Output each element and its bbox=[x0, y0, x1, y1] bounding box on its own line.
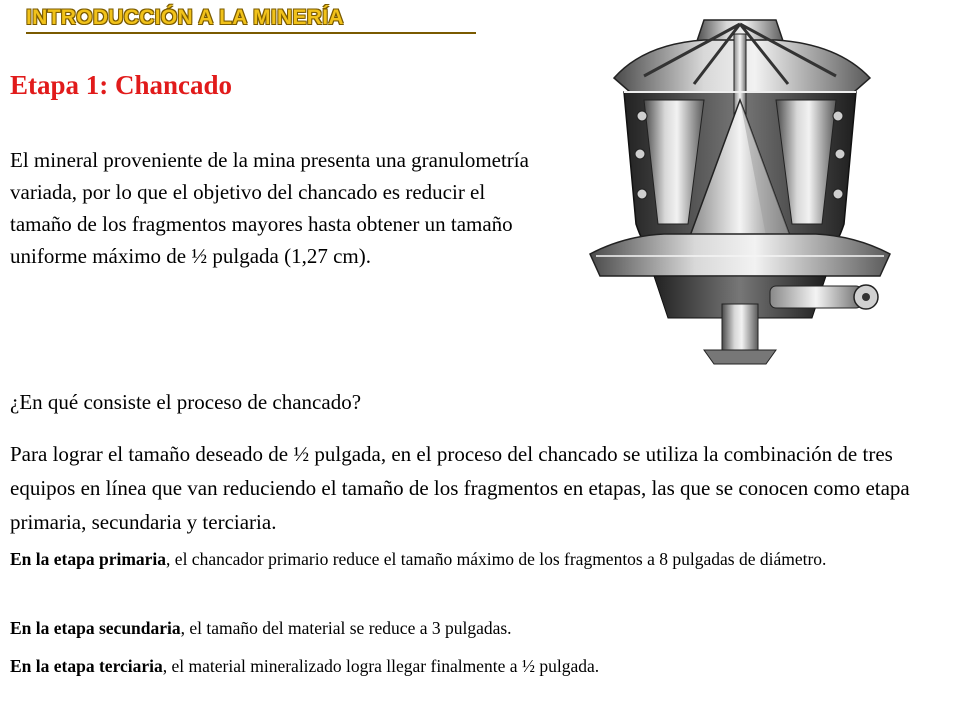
cone-crusher-cutaway-icon bbox=[584, 4, 896, 368]
intro-paragraph: El mineral proveniente de la mina presenta una granulometría variada, por lo que el objetivo del chancado es reducir el tamaño de los fragmentos mayores hasta obtener un tamaño uniforme máximo de ½ pulgada (1,27 cm). bbox=[10, 148, 529, 268]
stage-tertiary-text: , el material mineralizado logra llegar finalmente a ½ pulgada. bbox=[162, 656, 600, 676]
stage-secondary-lead: En la etapa secundaria bbox=[10, 618, 181, 638]
stage-tertiary bbox=[10, 653, 950, 680]
stage-secondary-text: , el tamaño del material se reduce a 3 pulgadas. bbox=[180, 618, 512, 638]
stage-primary-lead: En la etapa primaria bbox=[10, 549, 167, 569]
stage-primary bbox=[10, 546, 950, 573]
section-question: ¿En qué consiste el proceso de chancado? bbox=[10, 390, 362, 414]
stage-tertiary-lead: En la etapa terciaria bbox=[10, 656, 163, 676]
slide-title: Etapa 1: Chancado bbox=[10, 70, 233, 100]
header-underline bbox=[26, 32, 476, 34]
header-title: INTRODUCCIÓN A LA MINERÍA bbox=[26, 6, 344, 29]
stage-secondary bbox=[10, 615, 950, 642]
stage-primary-text: , el chancador primario reduce el tamaño máximo de los fragmentos a 8 pulgadas de diámetro. bbox=[166, 549, 827, 569]
process-paragraph: Para lograr el tamaño deseado de ½ pulgada, en el proceso del chancado se utiliza la combinación de tres equipos en línea que van reduciendo el tamaño de los fragmentos en etapas, las que se conocen como etapa primaria, secundaria y terciaria. bbox=[10, 442, 910, 534]
